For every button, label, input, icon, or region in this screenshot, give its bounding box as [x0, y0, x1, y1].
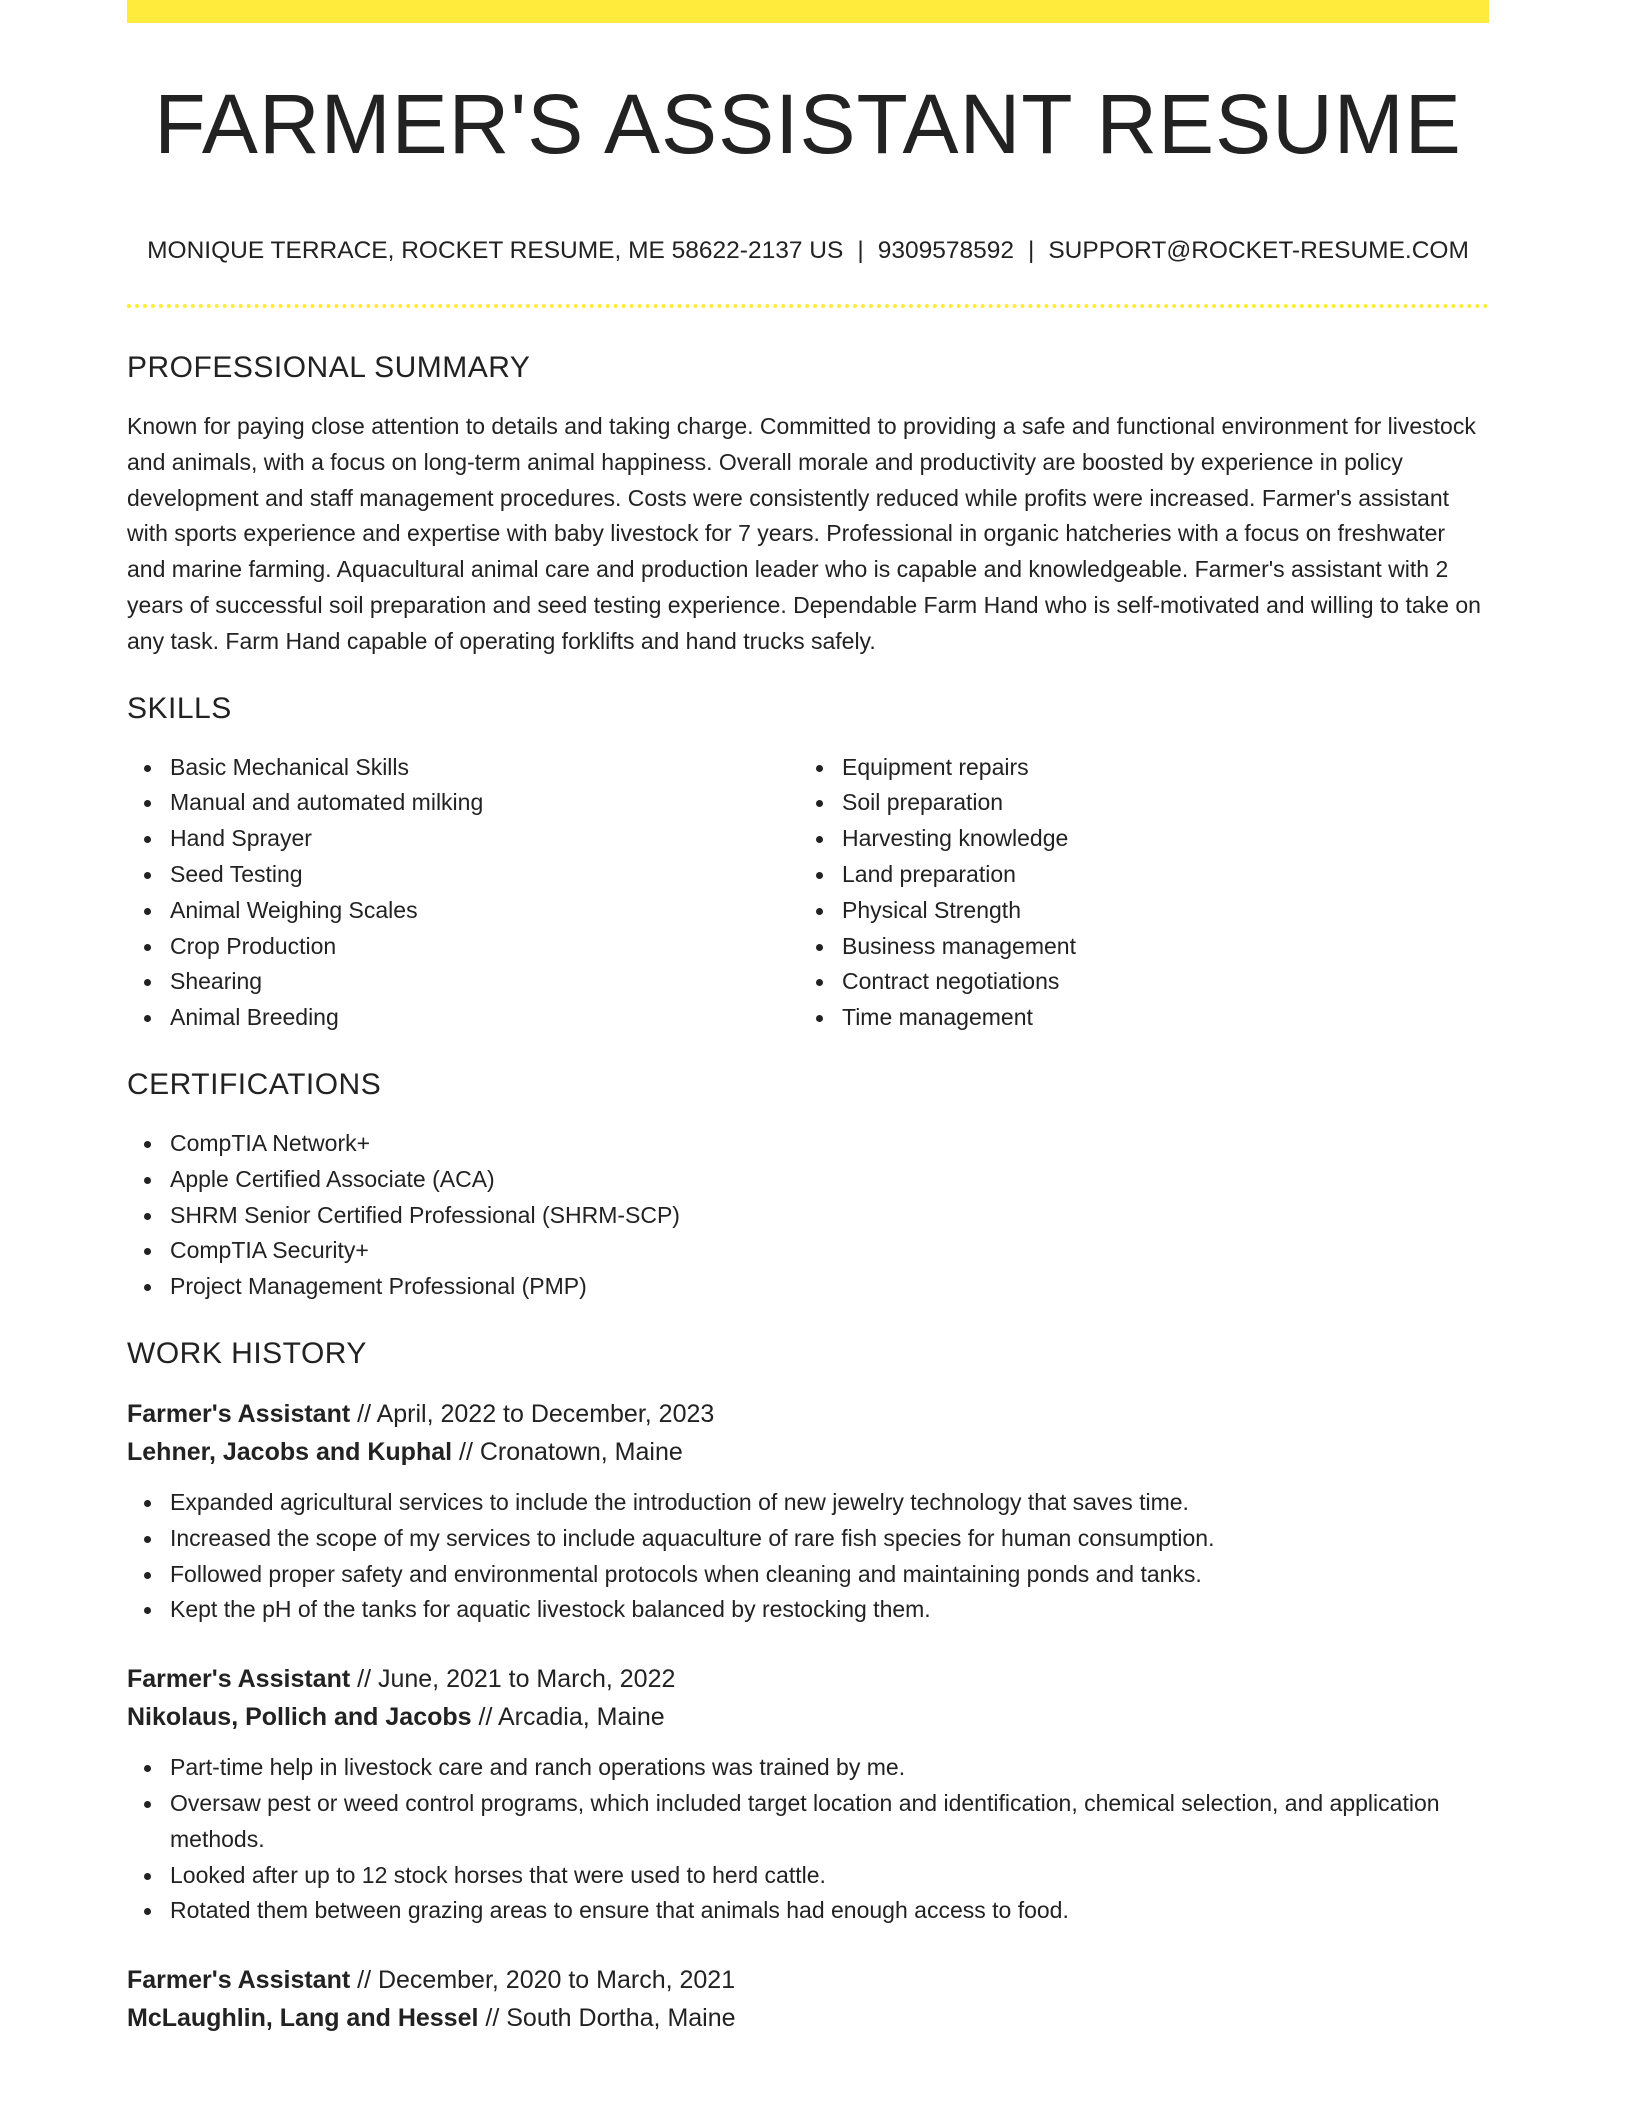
job-entry: [127, 1395, 1489, 1628]
job-duty-item: Oversaw pest or weed control programs, which included target location and identification, chemical selection, and application methods.: [127, 1786, 1489, 1858]
skill-item: Business management: [799, 929, 1471, 965]
skill-item: Soil preparation: [799, 785, 1471, 821]
certification-item: CompTIA Network+: [127, 1126, 1489, 1162]
job-duty-item: Looked after up to 12 stock horses that were used to herd cattle.: [127, 1858, 1489, 1894]
resume-body: [127, 351, 1489, 2069]
job-duties-list: [127, 1485, 1489, 1628]
skill-item: Manual and automated milking: [127, 785, 799, 821]
skills-section: [127, 692, 1489, 1036]
resume-title: FARMER'S ASSISTANT RESUME: [154, 77, 1462, 171]
job-duty-item: Followed proper safety and environmental protocols when cleaning and maintaining ponds and tanks.: [127, 1557, 1489, 1593]
job-title: Farmer's Assistant: [127, 1665, 351, 1694]
job-title-line: [127, 1961, 1489, 1999]
header-accent-bar: [127, 0, 1489, 23]
job-location: // Cronatown, Maine: [459, 1437, 683, 1466]
skill-item: Seed Testing: [127, 857, 799, 893]
skill-item: Land preparation: [799, 857, 1471, 893]
skill-item: Contract negotiations: [799, 964, 1471, 1000]
certification-item: CompTIA Security+: [127, 1233, 1489, 1269]
skill-item: Basic Mechanical Skills: [127, 750, 799, 786]
contact-phone: 9309578592: [877, 237, 1014, 264]
job-title: Farmer's Assistant: [127, 1399, 351, 1428]
contact-line: [127, 237, 1489, 265]
job-company-line: [127, 1698, 1489, 1736]
section-heading-work-history: WORK HISTORY: [127, 1336, 367, 1370]
job-duty-item: Expanded agricultural services to include the introduction of new jewelry technology that saves time.: [127, 1485, 1489, 1521]
job-duty-item: Increased the scope of my services to include aquaculture of rare fish species for human consumption.: [127, 1521, 1489, 1557]
job-duty-item: Part-time help in livestock care and ranch operations was trained by me.: [127, 1750, 1489, 1786]
header-divider: [127, 304, 1489, 308]
job-entry: [127, 1660, 1489, 1929]
job-title-line: [127, 1395, 1489, 1433]
job-title-line: [127, 1660, 1489, 1698]
section-heading-certifications: CERTIFICATIONS: [127, 1067, 382, 1101]
job-dates: // April, 2022 to December, 2023: [357, 1399, 715, 1428]
work-history-section: [127, 1337, 1489, 2037]
job-company: Nikolaus, Pollich and Jacobs: [127, 1703, 472, 1732]
skill-item: Harvesting knowledge: [799, 821, 1471, 857]
certification-item: Project Management Professional (PMP): [127, 1269, 1489, 1305]
skill-item: Equipment repairs: [799, 750, 1471, 786]
contact-separator: |: [857, 237, 864, 264]
contact-separator: |: [1027, 237, 1035, 264]
job-dates: // December, 2020 to March, 2021: [357, 1966, 736, 1995]
job-duty-item: Kept the pH of the tanks for aquatic livestock balanced by restocking them.: [127, 1592, 1489, 1628]
job-dates: // June, 2021 to March, 2022: [357, 1665, 676, 1694]
job-company: McLaughlin, Lang and Hessel: [127, 2004, 479, 2033]
skills-grid: [127, 750, 1489, 1036]
job-duties-list: [127, 1750, 1489, 1929]
contact-address: MONIQUE TERRACE, ROCKET RESUME, ME 58622-2137 US: [147, 237, 844, 264]
certifications-list: [127, 1126, 1489, 1305]
certification-item: Apple Certified Associate (ACA): [127, 1162, 1489, 1198]
job-company-line: [127, 1999, 1489, 2037]
skill-item: Crop Production: [127, 929, 799, 965]
job-company-line: [127, 1433, 1489, 1471]
job-entry: [127, 1961, 1489, 2037]
skills-list-right: [799, 750, 1471, 1036]
skills-list-left: [127, 750, 799, 1036]
skill-item: Animal Breeding: [127, 1000, 799, 1036]
skill-item: Hand Sprayer: [127, 821, 799, 857]
job-title: Farmer's Assistant: [127, 1966, 351, 1995]
contact-email: SUPPORT@ROCKET-RESUME.COM: [1048, 237, 1469, 264]
summary-text: Known for paying close attention to details and taking charge. Committed to providing a safe and functional environment for livestock and animals, with a focus on long-term animal happiness. Overall morale and productivity are boosted by experience in policy development and staff management procedures. Costs were consistently reduced while profits were increased. Farmer's assistant with sports experience and expertise with baby livestock for 7 years. Professional in organic hatcheries with a focus on freshwater and marine farming. Aquacultural animal care and production leader who is capable and knowledgeable. Farmer's assistant with 2 years of successful soil preparation and seed testing experience. Dependable Farm Hand who is self-motivated and willing to take on any task. Farm Hand capable of operating forklifts and hand trucks safely.: [127, 413, 1481, 654]
skill-item: Animal Weighing Scales: [127, 893, 799, 929]
skill-item: Shearing: [127, 964, 799, 1000]
certification-item: SHRM Senior Certified Professional (SHRM-SCP): [127, 1198, 1489, 1234]
professional-summary-section: [127, 351, 1489, 660]
skill-item: Time management: [799, 1000, 1471, 1036]
job-duty-item: Rotated them between grazing areas to ensure that animals had enough access to food.: [127, 1893, 1489, 1929]
job-company: Lehner, Jacobs and Kuphal: [127, 1437, 453, 1466]
certifications-section: [127, 1068, 1489, 1305]
skill-item: Physical Strength: [799, 893, 1471, 929]
job-location: // Arcadia, Maine: [478, 1703, 665, 1732]
job-location: // South Dortha, Maine: [485, 2004, 736, 2033]
section-heading-summary: PROFESSIONAL SUMMARY: [127, 351, 531, 384]
section-heading-skills: SKILLS: [127, 691, 232, 725]
